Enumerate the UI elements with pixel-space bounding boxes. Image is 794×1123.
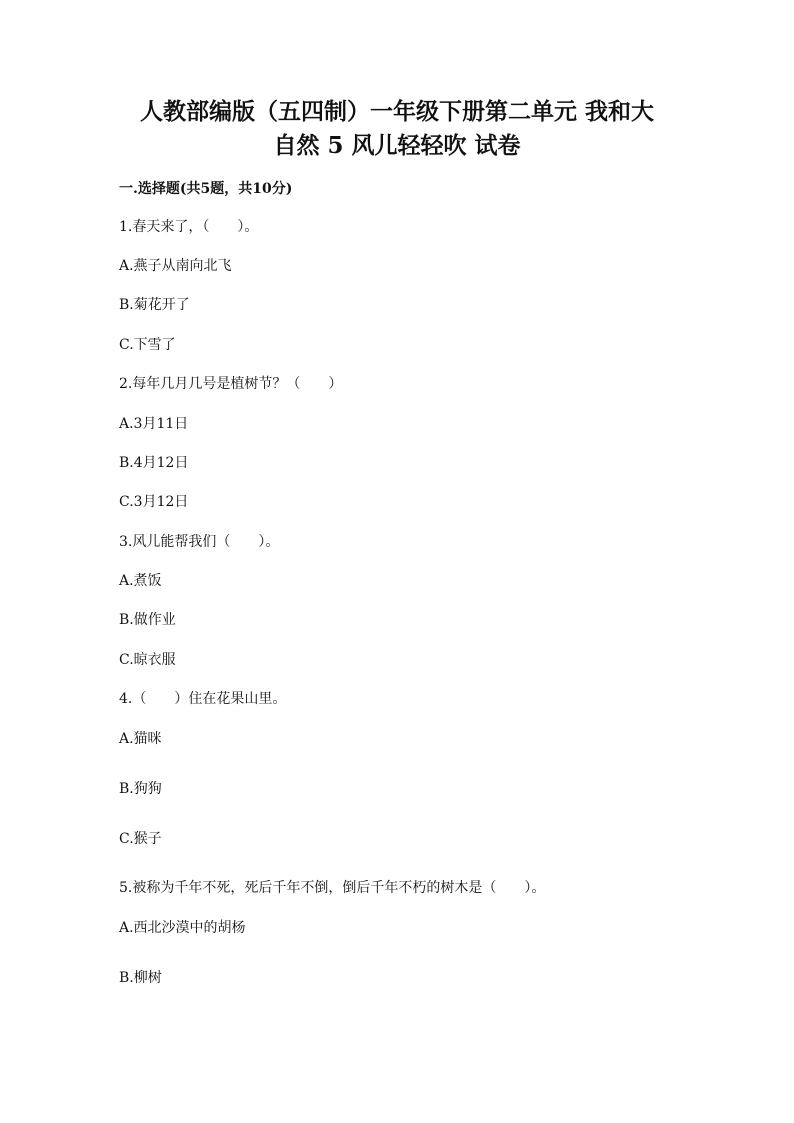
question-3-stem: 3.风儿能帮我们（ ）。 <box>119 534 280 550</box>
question-4-option-a: A.猫咪 <box>119 731 162 747</box>
page-title-line-1: 人教部编版（五四制）一年级下册第二单元 我和大 <box>139 98 654 125</box>
question-5-stem: 5.被称为千年不死，死后千年不倒，倒后千年不朽的树木是（ ）。 <box>119 880 546 896</box>
question-2-option-c: C.3月12日 <box>119 494 189 510</box>
question-1-option-b: B.菊花开了 <box>119 297 190 313</box>
question-3-option-a: A.煮饭 <box>119 573 162 589</box>
question-2-stem: 2.每年几月几号是植树节？（ ） <box>119 376 343 392</box>
question-4-option-b: B.狗狗 <box>119 781 162 797</box>
page-title-line-2: 自然 5 风儿轻轻吹 试卷 <box>273 132 521 159</box>
question-3-option-b: B.做作业 <box>119 612 176 628</box>
question-2-option-a: A.3月11日 <box>119 416 189 432</box>
question-1-option-c: C.下雪了 <box>119 337 176 353</box>
question-4-stem: 4.（ ）住在花果山里。 <box>119 691 287 707</box>
question-1-stem: 1.春天来了，（ ）。 <box>119 219 259 235</box>
question-1-option-a: A.燕子从南向北飞 <box>119 258 232 274</box>
question-5-option-a: A.西北沙漠中的胡杨 <box>119 920 246 936</box>
section-heading: 一.选择题(共5题，共10分) <box>119 181 293 197</box>
question-5-option-b: B.柳树 <box>119 970 162 986</box>
question-4-option-c: C.猴子 <box>119 831 162 847</box>
question-2-option-b: B.4月12日 <box>119 455 189 471</box>
question-3-option-c: C.晾衣服 <box>119 652 176 668</box>
